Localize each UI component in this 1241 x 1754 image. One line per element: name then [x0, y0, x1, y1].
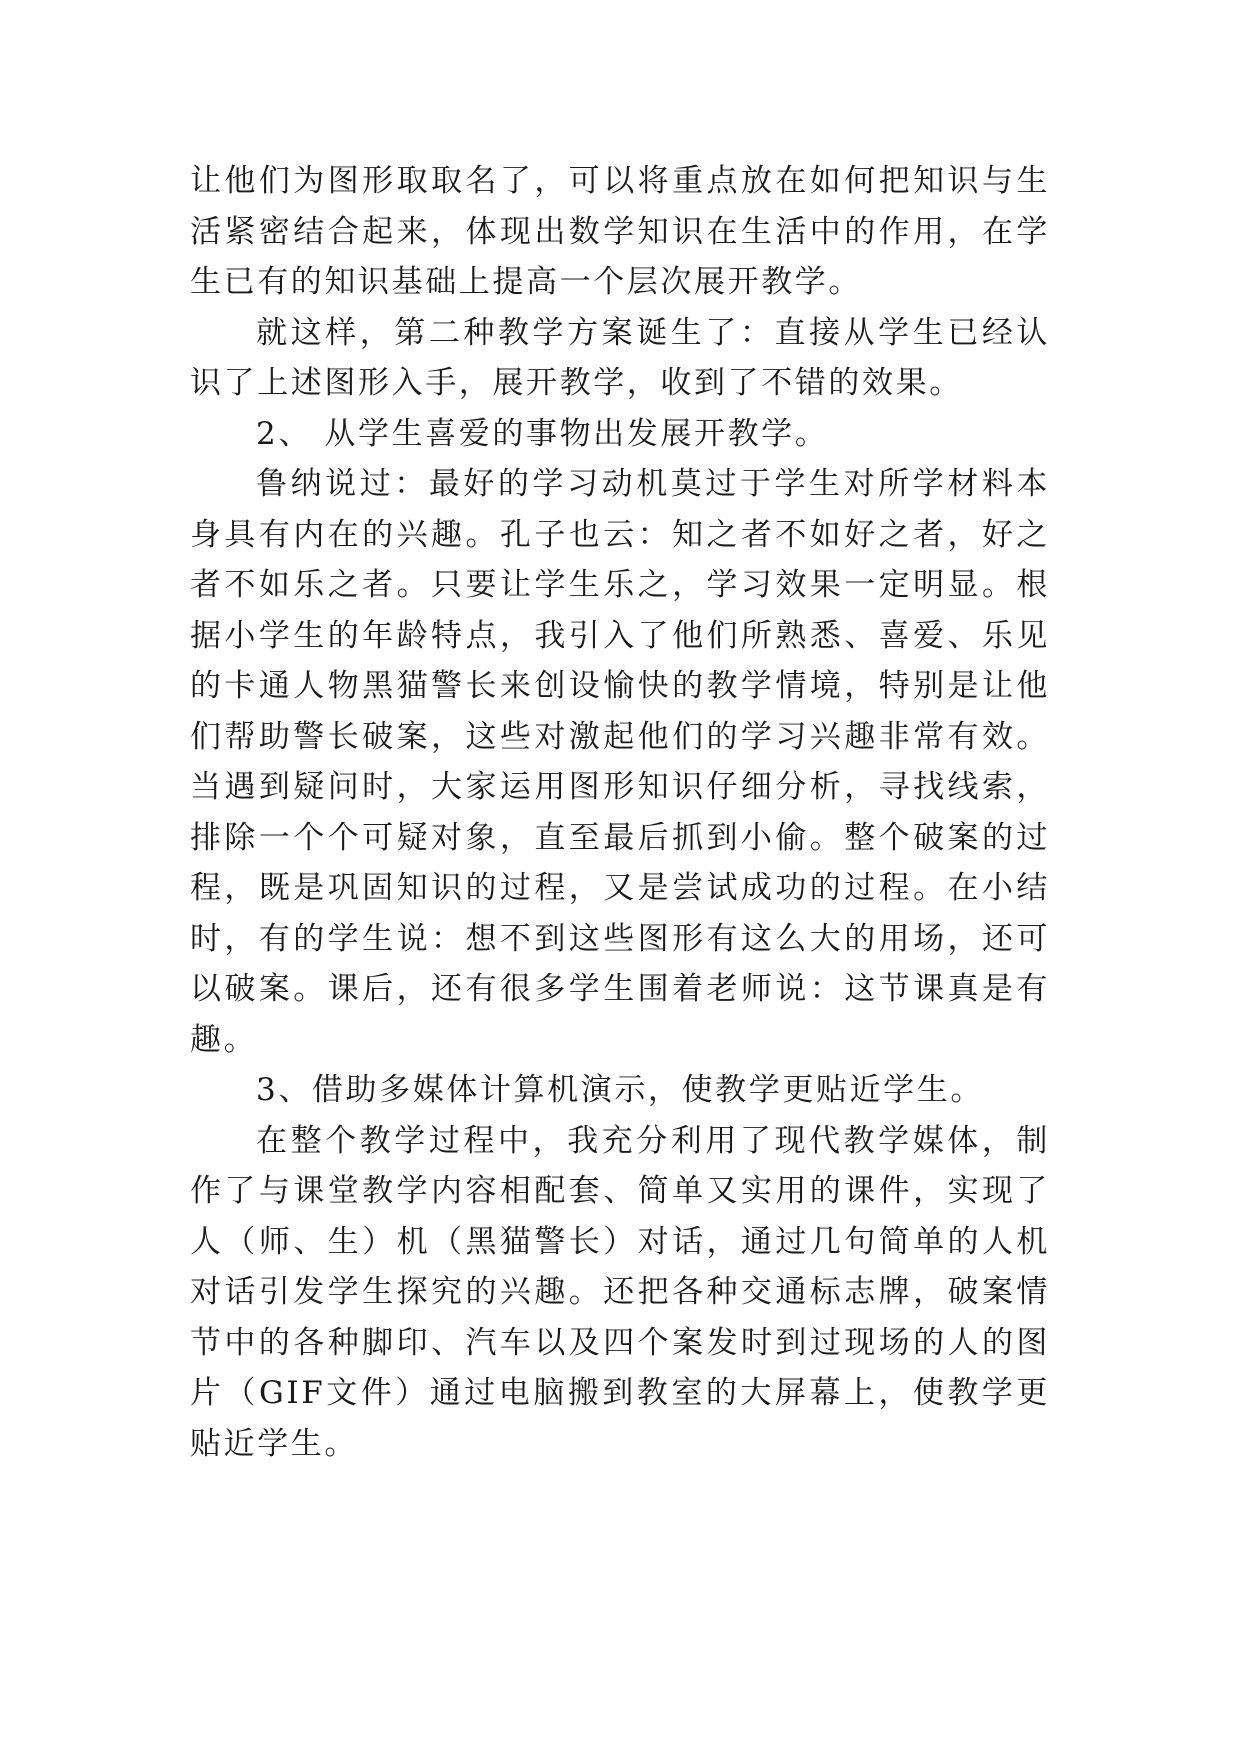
paragraph-continuation: 让他们为图形取取名了，可以将重点放在如何把知识与生活紧密结合起来，体现出数学知识在生活中的作用，在学生已有的知识基础上提高一个层次展开教学。 — [190, 163, 1050, 300]
section-heading-2: 2、 从学生喜爱的事物出发展开教学。 — [256, 415, 829, 452]
paragraph-interest: 鲁纳说过：最好的学习动机莫过于学生对所学材料本身具有内在的兴趣。孔子也云：知之者不如好之者，好之者不如乐之者。只要让学生乐之，学习效果一定明显。根据小学生的年龄特点，我引入了他们所熟悉、喜爱、乐见的卡通人物黑猫警长来创设愉快的教学情境，特别是让他们帮助警长破案，这些对激起他们的学习兴趣非常有效。当遇到疑问时，大家运用图形知识仔细分析，寻找线索，排除一个个可疑对象，直至最后抓到小偷。整个破案的过程，既是巩固知识的过程，又是尝试成功的过程。在小结时，有的学生说：想不到这些图形有这么大的用场，还可以破案。课后，还有很多学生围着老师说：这节课真是有趣。 — [190, 466, 1050, 1058]
paragraph-multimedia: 在整个教学过程中，我充分利用了现代教学媒体，制作了与课堂教学内容相配套、简单又实用的课件，实现了人（师、生）机（黑猫警长）对话，通过几句简单的人机对话引发学生探究的兴趣。还把各种交通标志牌，破案情节中的各种脚印、汽车以及四个案发时到过现场的人的图片（GIF文件）通过电脑搬到教室的大屏幕上，使教学更贴近学生。 — [190, 1122, 1050, 1462]
section-heading-3: 3、借助多媒体计算机演示，使教学更贴近学生。 — [256, 1072, 984, 1108]
paragraph-second-plan: 就这样，第二种教学方案诞生了：直接从学生已经认识了上述图形入手，展开教学，收到了不错的效果。 — [190, 314, 1050, 401]
document-body — [190, 156, 1050, 1469]
